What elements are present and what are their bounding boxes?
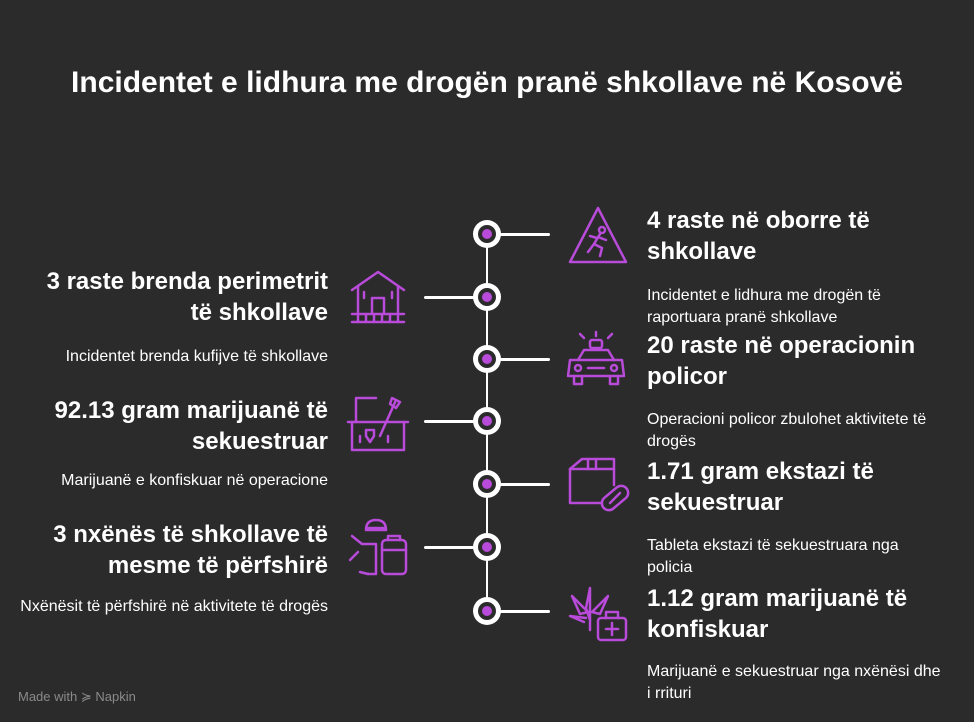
connector-line <box>500 610 550 613</box>
connector-line <box>424 546 474 549</box>
item-description: Incidentet brenda kufijve të shkollave <box>65 348 328 365</box>
item-description: Marijuanë e konfiskuar në operacione <box>61 472 328 489</box>
timeline-node <box>473 470 501 498</box>
warning-running-person-icon <box>566 204 630 268</box>
item-heading: 1.12 gram marijuanë të konfiskuar <box>647 585 908 643</box>
item-description: Marijuanë e sekuestruar nga nxënësi dhe i rrituri <box>647 663 941 702</box>
pill-package-icon <box>566 455 630 519</box>
made-with-napkin-brand: Made with ≽ Napkin <box>18 689 136 704</box>
timeline-node <box>473 407 501 435</box>
timeline-node <box>473 283 501 311</box>
item-description: Incidentet e lidhura me drogën të raportuara pranë shkollave <box>647 287 881 326</box>
item-heading: 4 raste në oborre të shkollave <box>647 207 870 265</box>
student-icon <box>346 516 410 580</box>
cannabis-medkit-icon <box>566 580 630 644</box>
item-description: Operacioni policor zbulohet aktivitete të drogës <box>647 411 927 450</box>
item-heading: 3 nxënës të shkollave të mesme të përfshirë <box>53 521 328 579</box>
item-heading: 20 raste në operacionin policor <box>647 332 916 390</box>
item-heading: 92.13 gram marijuanë të sekuestruar <box>54 397 328 455</box>
connector-line <box>500 358 550 361</box>
timeline-node <box>473 345 501 373</box>
page-title: Incidentet e lidhura me drogën pranë shkollave në Kosovë <box>71 66 903 99</box>
connector-line <box>500 483 550 486</box>
timeline-node <box>473 220 501 248</box>
timeline-node <box>473 533 501 561</box>
school-building-icon <box>346 266 410 330</box>
timeline-node <box>473 597 501 625</box>
connector-line <box>424 420 474 423</box>
police-car-icon <box>564 330 628 394</box>
item-heading: 1.71 gram ekstazi të sekuestruar <box>647 458 874 516</box>
item-description: Tableta ekstazi të sekuestruara nga policia <box>647 537 899 576</box>
item-description: Nxënësit të përfshirë në aktivitete të drogës <box>20 598 328 615</box>
item-heading: 3 raste brenda perimetrit të shkollave <box>46 268 328 326</box>
connector-line <box>500 233 550 236</box>
connector-line <box>424 296 474 299</box>
seized-box-icon <box>346 392 410 456</box>
